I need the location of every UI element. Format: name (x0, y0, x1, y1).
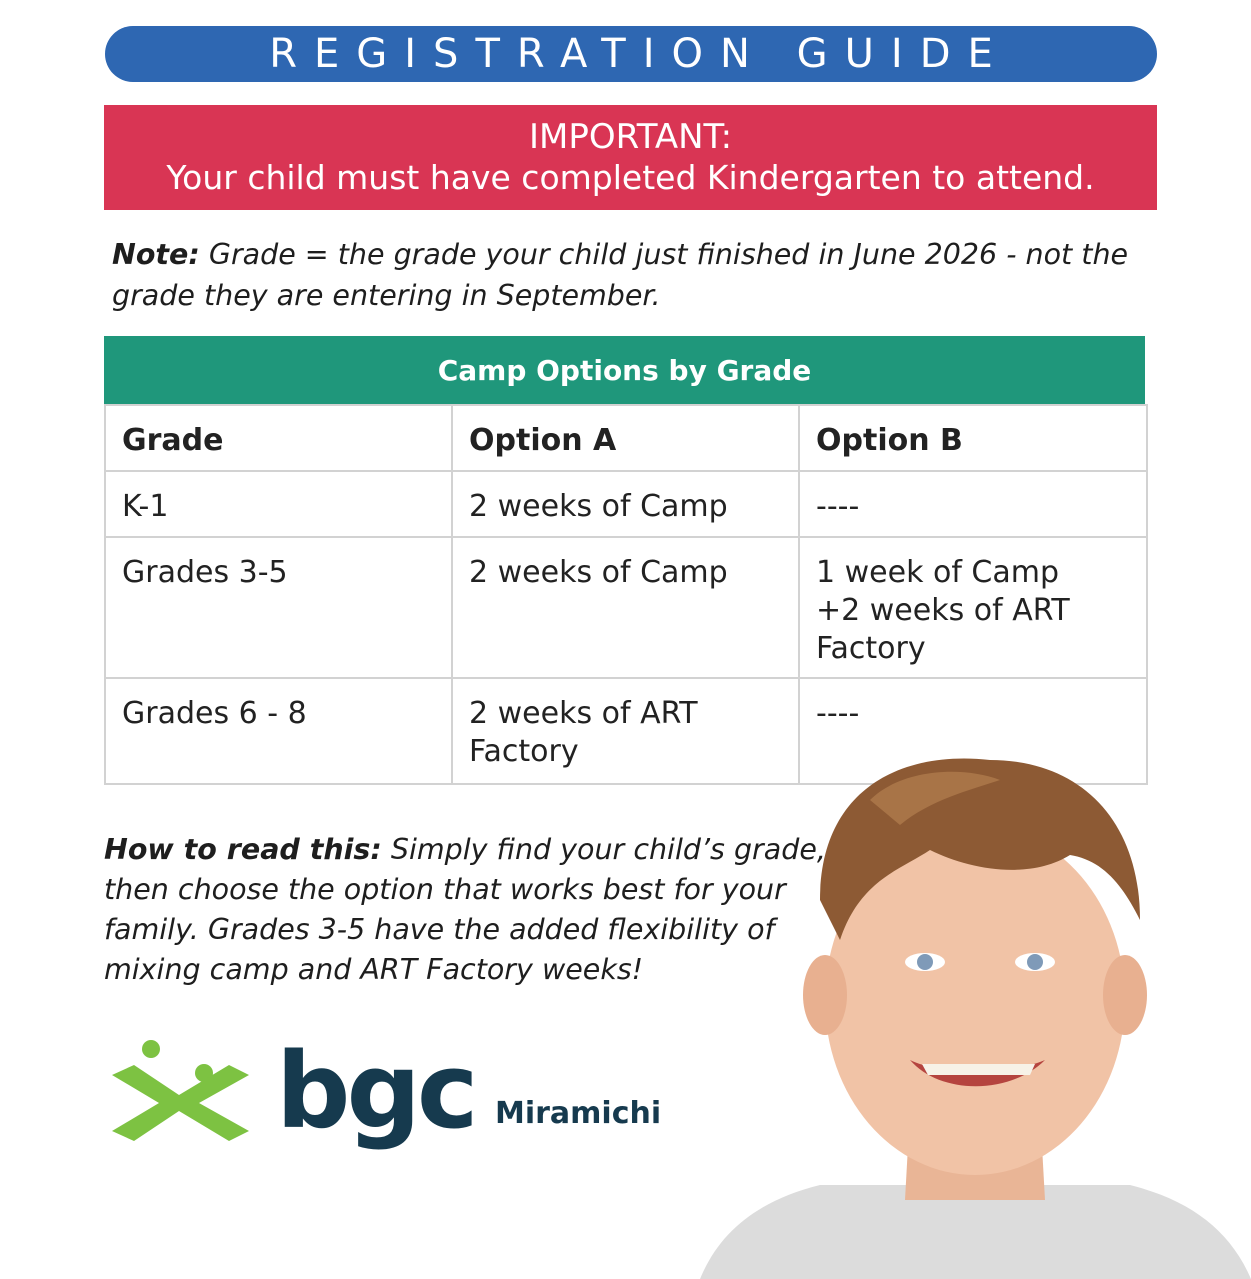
row2-option-a: 2 weeks of Camp (451, 536, 801, 680)
bgc-figures-icon (112, 1040, 249, 1141)
notice-heading: IMPORTANT: (528, 116, 733, 157)
bgc-logo (104, 1035, 684, 1155)
table-title: Camp Options by Grade (104, 336, 1145, 404)
row3-option-b: ---- (798, 677, 1148, 785)
row2-option-b: 1 week of Camp +2 weeks of ART Factory (798, 536, 1148, 680)
header-grade: Grade (104, 404, 454, 473)
howto-text: Simply find your child’s grade, then choose the option that works best for your family. Grades 3-5 have the added flexibility of mixing camp and ART Factory weeks! (104, 833, 826, 986)
row1-option-b: ---- (798, 470, 1148, 539)
notice-text: Your child must have completed Kindergarten to attend. (166, 157, 1095, 197)
note-label: Note: (112, 238, 200, 271)
bgc-location: Miramichi (495, 1096, 662, 1131)
header-option-a: Option A (451, 404, 801, 473)
banner-title: REGISTRATION GUIDE (269, 31, 1010, 77)
howto-label: How to read this: (104, 833, 382, 866)
row1-option-a: 2 weeks of Camp (451, 470, 801, 539)
row3-option-a: 2 weeks of ART Factory (451, 677, 801, 785)
registration-guide-banner (105, 26, 1157, 82)
camp-options-table (104, 336, 1145, 782)
header-option-b: Option B (798, 404, 1148, 473)
row3-grade: Grades 6 - 8 (104, 677, 454, 785)
bgc-wordmark: bgc (276, 1035, 475, 1152)
important-notice (104, 105, 1157, 210)
row2-grade: Grades 3-5 (104, 536, 454, 680)
row1-grade: K-1 (104, 470, 454, 539)
note-text: Grade = the grade your child just finished in June 2026 - not the grade they are entering in September. (112, 238, 1129, 312)
smiling-boy-photo (700, 730, 1251, 1279)
table-grid (104, 404, 1145, 782)
grade-note (112, 234, 1142, 316)
